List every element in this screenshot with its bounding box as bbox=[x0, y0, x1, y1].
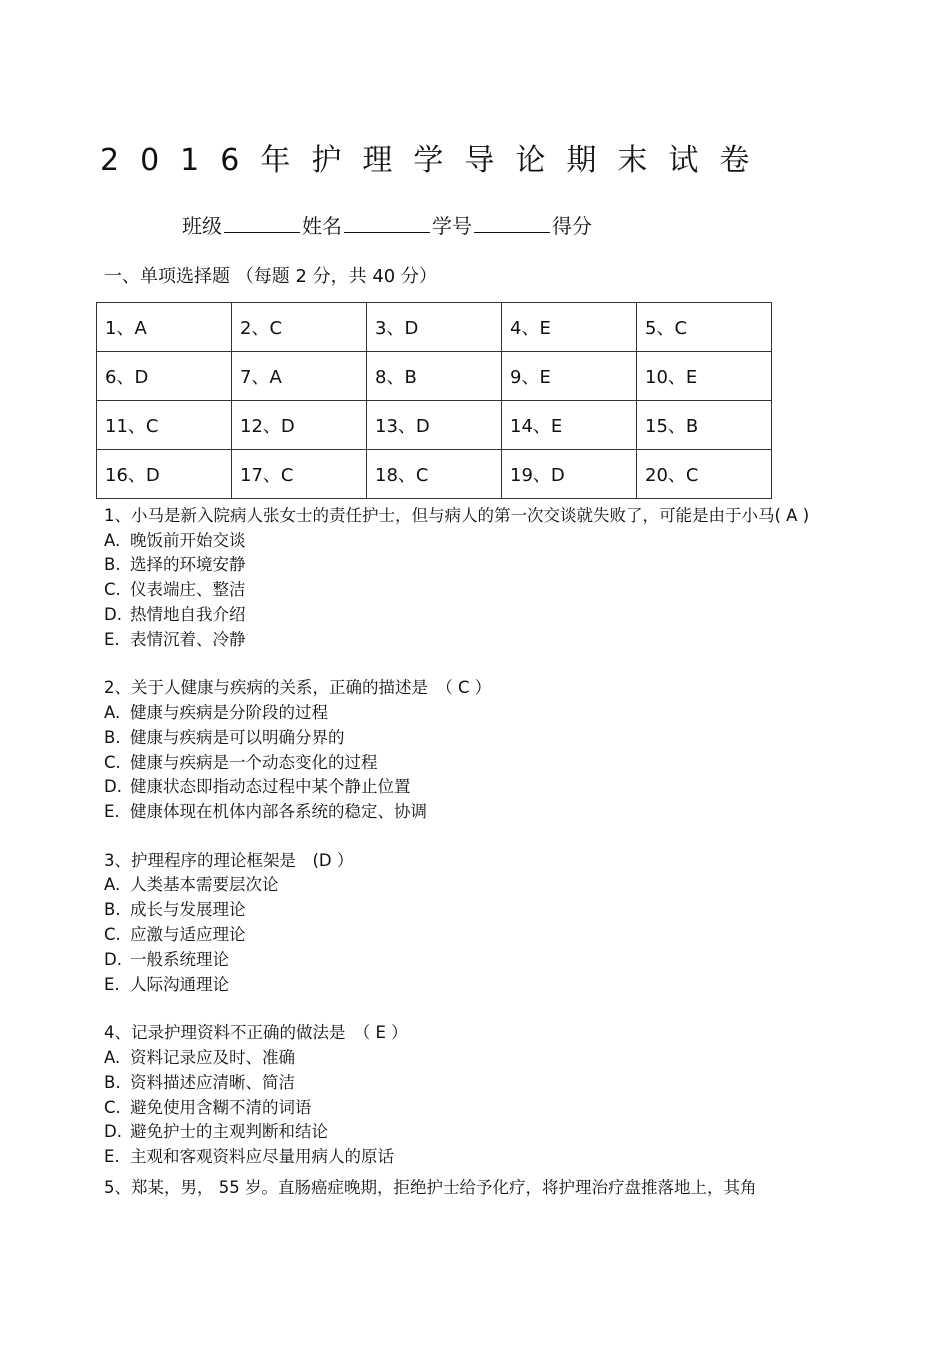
option-text: 应激与适应理论 bbox=[130, 925, 246, 945]
table-row bbox=[97, 303, 772, 352]
answer-table bbox=[96, 302, 772, 499]
option-key: D. bbox=[104, 604, 122, 624]
option-key: A. bbox=[104, 875, 121, 895]
name-blank bbox=[344, 228, 430, 233]
option-text: 健康状态即指动态过程中某个静止位置 bbox=[130, 777, 411, 797]
option-key: C. bbox=[104, 580, 121, 600]
option-key: C. bbox=[104, 925, 121, 945]
option-text: 避免护士的主观判断和结论 bbox=[130, 1122, 328, 1142]
option-e bbox=[104, 1145, 824, 1170]
option-text: 选择的环境安静 bbox=[130, 555, 246, 575]
answer-cell: 5、C bbox=[637, 303, 772, 352]
option-b bbox=[104, 726, 824, 751]
option-e bbox=[104, 973, 824, 998]
option-a bbox=[104, 529, 824, 554]
class-label: 班级 bbox=[182, 214, 222, 238]
answer-cell: 3、D bbox=[367, 303, 502, 352]
option-key: A. bbox=[104, 702, 121, 722]
option-text: 健康与疾病是可以明确分界的 bbox=[130, 727, 345, 747]
option-text: 主观和客观资料应尽量用病人的原话 bbox=[130, 1147, 394, 1167]
option-a bbox=[104, 1046, 824, 1071]
option-c bbox=[104, 751, 824, 776]
question-4 bbox=[104, 1021, 824, 1169]
option-key: E. bbox=[104, 629, 120, 649]
answer-cell: 8、B bbox=[367, 352, 502, 401]
option-d bbox=[104, 603, 824, 628]
option-d bbox=[104, 1120, 824, 1145]
option-text: 人类基本需要层次论 bbox=[130, 875, 279, 895]
answer-cell: 11、C bbox=[97, 401, 232, 450]
option-text: 成长与发展理论 bbox=[130, 900, 246, 920]
option-a bbox=[104, 701, 824, 726]
option-e bbox=[104, 628, 824, 653]
answer-cell: 10、E bbox=[637, 352, 772, 401]
option-text: 热情地自我介绍 bbox=[130, 604, 246, 624]
question-stem: 3、护理程序的理论框架是 (D ） bbox=[104, 850, 354, 870]
score-label: 得分 bbox=[552, 214, 592, 238]
question-stem: 1、小马是新入院病人张女士的责任护士，但与病人的第一次交谈就失败了，可能是由于小马( A ) bbox=[104, 506, 810, 525]
option-b bbox=[104, 553, 824, 578]
option-b bbox=[104, 898, 824, 923]
question-stem: 5、郑某，男， 55 岁。直肠癌症晚期，拒绝护士给予化疗，将护理治疗盘推落地上，其角 bbox=[104, 1177, 757, 1197]
option-key: E. bbox=[104, 1147, 120, 1167]
option-text: 仪表端庄、整洁 bbox=[130, 580, 246, 600]
page-title: 2016年护理学导论期末试卷 bbox=[100, 143, 771, 178]
option-c bbox=[104, 578, 824, 603]
option-key: A. bbox=[104, 530, 121, 550]
class-blank bbox=[224, 228, 300, 233]
table-row bbox=[97, 401, 772, 450]
option-text: 资料记录应及时、准确 bbox=[130, 1047, 295, 1067]
option-text: 健康体现在机体内部各系统的稳定、协调 bbox=[130, 802, 427, 822]
option-key: B. bbox=[104, 900, 121, 920]
option-key: E. bbox=[104, 974, 120, 994]
student-info-line bbox=[182, 210, 592, 239]
option-key: E. bbox=[104, 802, 120, 822]
option-key: B. bbox=[104, 727, 121, 747]
id-blank bbox=[474, 228, 550, 233]
option-c bbox=[104, 1096, 824, 1121]
option-key: A. bbox=[104, 1047, 121, 1067]
table-row bbox=[97, 450, 772, 499]
answer-cell: 7、A bbox=[232, 352, 367, 401]
option-d bbox=[104, 775, 824, 800]
option-text: 健康与疾病是分阶段的过程 bbox=[130, 702, 328, 722]
option-key: D. bbox=[104, 777, 122, 797]
answer-cell: 1、A bbox=[97, 303, 232, 352]
option-text: 避免使用含糊不清的词语 bbox=[130, 1097, 312, 1117]
option-e bbox=[104, 800, 824, 825]
answer-cell: 16、D bbox=[97, 450, 232, 499]
option-c bbox=[104, 923, 824, 948]
question-stem: 2、关于人健康与疾病的关系，正确的描述是 （ C ） bbox=[104, 678, 492, 698]
option-key: B. bbox=[104, 1072, 121, 1092]
question-1 bbox=[104, 504, 824, 652]
option-text: 表情沉着、冷静 bbox=[130, 629, 246, 649]
answer-cell: 12、D bbox=[232, 401, 367, 450]
option-text: 晚饭前开始交谈 bbox=[130, 530, 246, 550]
option-key: D. bbox=[104, 949, 122, 969]
option-text: 一般系统理论 bbox=[130, 949, 229, 969]
answer-cell: 19、D bbox=[502, 450, 637, 499]
answer-cell: 4、E bbox=[502, 303, 637, 352]
question-2 bbox=[104, 676, 824, 824]
question-stem: 4、记录护理资料不正确的做法是 （ E ） bbox=[104, 1023, 408, 1043]
option-key: D. bbox=[104, 1122, 122, 1142]
answer-cell: 17、C bbox=[232, 450, 367, 499]
answer-cell: 18、C bbox=[367, 450, 502, 499]
answer-cell: 20、C bbox=[637, 450, 772, 499]
question-list bbox=[104, 504, 824, 1200]
option-b bbox=[104, 1071, 824, 1096]
option-text: 人际沟通理论 bbox=[130, 974, 229, 994]
answer-cell: 13、D bbox=[367, 401, 502, 450]
option-text: 健康与疾病是一个动态变化的过程 bbox=[130, 752, 378, 772]
answer-cell: 9、E bbox=[502, 352, 637, 401]
question-3 bbox=[104, 849, 824, 997]
option-key: C. bbox=[104, 1097, 121, 1117]
table-row bbox=[97, 352, 772, 401]
answer-cell: 14、E bbox=[502, 401, 637, 450]
answer-cell: 2、C bbox=[232, 303, 367, 352]
answer-cell: 15、B bbox=[637, 401, 772, 450]
section-heading: 一、单项选择题 （每题 2 分，共 40 分） bbox=[104, 266, 437, 287]
question-5 bbox=[104, 1176, 824, 1201]
id-label: 学号 bbox=[432, 214, 472, 238]
option-text: 资料描述应清晰、简洁 bbox=[130, 1072, 295, 1092]
option-d bbox=[104, 948, 824, 973]
answer-cell: 6、D bbox=[97, 352, 232, 401]
option-a bbox=[104, 873, 824, 898]
option-key: C. bbox=[104, 752, 121, 772]
option-key: B. bbox=[104, 555, 121, 575]
name-label: 姓名 bbox=[302, 214, 342, 238]
